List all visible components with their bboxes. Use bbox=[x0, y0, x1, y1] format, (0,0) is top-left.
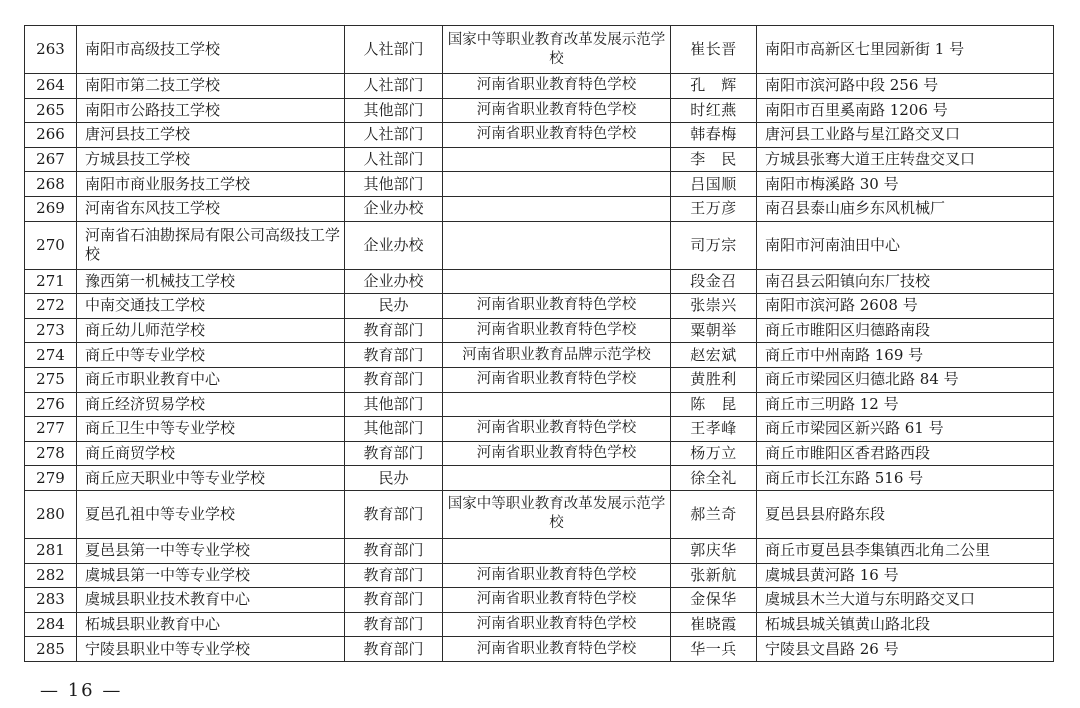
address-cell: 商丘市睢阳区香君路西段 bbox=[757, 441, 1054, 466]
address-cell: 南阳市梅溪路 30 号 bbox=[757, 172, 1054, 197]
row-number-cell: 265 bbox=[25, 98, 77, 123]
principal-cell: 杨万立 bbox=[671, 441, 757, 466]
address-cell: 商丘市长江东路 516 号 bbox=[757, 466, 1054, 491]
honor-cell: 国家中等职业教育改革发展示范学校 bbox=[443, 490, 671, 538]
address-cell: 南阳市河南油田中心 bbox=[757, 221, 1054, 269]
department-cell: 民办 bbox=[345, 294, 443, 319]
principal-cell: 王万彦 bbox=[671, 196, 757, 221]
page-number: — 16 — bbox=[40, 680, 123, 701]
principal-cell: 崔晓霞 bbox=[671, 612, 757, 637]
honor-cell: 河南省职业教育特色学校 bbox=[443, 123, 671, 148]
table-row bbox=[25, 588, 1054, 613]
honor-cell: 河南省职业教育特色学校 bbox=[443, 318, 671, 343]
row-number-cell: 275 bbox=[25, 367, 77, 392]
principal-cell: 司万宗 bbox=[671, 221, 757, 269]
school-name-cell: 南阳市公路技工学校 bbox=[77, 98, 345, 123]
address-cell: 夏邑县县府路东段 bbox=[757, 490, 1054, 538]
department-cell: 教育部门 bbox=[345, 637, 443, 662]
table-row bbox=[25, 172, 1054, 197]
address-cell: 商丘市中州南路 169 号 bbox=[757, 343, 1054, 368]
row-number-cell: 284 bbox=[25, 612, 77, 637]
address-cell: 商丘市睢阳区归德路南段 bbox=[757, 318, 1054, 343]
address-cell: 南阳市高新区七里园新街 1 号 bbox=[757, 26, 1054, 74]
school-name-cell: 南阳市商业服务技工学校 bbox=[77, 172, 345, 197]
table-row bbox=[25, 612, 1054, 637]
school-name-cell: 商丘卫生中等专业学校 bbox=[77, 417, 345, 442]
row-number-cell: 268 bbox=[25, 172, 77, 197]
school-name-cell: 商丘市职业教育中心 bbox=[77, 367, 345, 392]
row-number-cell: 278 bbox=[25, 441, 77, 466]
department-cell: 企业办校 bbox=[345, 221, 443, 269]
principal-cell: 粟朝举 bbox=[671, 318, 757, 343]
department-cell: 教育部门 bbox=[345, 343, 443, 368]
school-name-cell: 商丘中等专业学校 bbox=[77, 343, 345, 368]
honor-cell: 河南省职业教育特色学校 bbox=[443, 367, 671, 392]
school-name-cell: 方城县技工学校 bbox=[77, 147, 345, 172]
honor-cell: 河南省职业教育特色学校 bbox=[443, 637, 671, 662]
row-number-cell: 281 bbox=[25, 538, 77, 563]
department-cell: 其他部门 bbox=[345, 172, 443, 197]
honor-cell: 河南省职业教育特色学校 bbox=[443, 98, 671, 123]
table-row bbox=[25, 221, 1054, 269]
principal-cell: 张崇兴 bbox=[671, 294, 757, 319]
honor-cell: 河南省职业教育特色学校 bbox=[443, 417, 671, 442]
department-cell: 教育部门 bbox=[345, 538, 443, 563]
address-cell: 商丘市梁园区归德北路 84 号 bbox=[757, 367, 1054, 392]
table-row bbox=[25, 98, 1054, 123]
address-cell: 虞城县黄河路 16 号 bbox=[757, 563, 1054, 588]
principal-cell: 徐全礼 bbox=[671, 466, 757, 491]
table-row bbox=[25, 196, 1054, 221]
honor-cell bbox=[443, 392, 671, 417]
table-body bbox=[25, 26, 1054, 662]
principal-cell: 李 民 bbox=[671, 147, 757, 172]
principal-cell: 张新航 bbox=[671, 563, 757, 588]
school-name-cell: 豫西第一机械技工学校 bbox=[77, 269, 345, 294]
row-number-cell: 280 bbox=[25, 490, 77, 538]
table-row bbox=[25, 269, 1054, 294]
row-number-cell: 272 bbox=[25, 294, 77, 319]
department-cell: 人社部门 bbox=[345, 147, 443, 172]
honor-cell: 河南省职业教育特色学校 bbox=[443, 294, 671, 319]
department-cell: 教育部门 bbox=[345, 490, 443, 538]
honor-cell bbox=[443, 172, 671, 197]
address-cell: 南阳市滨河路中段 256 号 bbox=[757, 74, 1054, 99]
row-number-cell: 264 bbox=[25, 74, 77, 99]
department-cell: 人社部门 bbox=[345, 26, 443, 74]
principal-cell: 时红燕 bbox=[671, 98, 757, 123]
table-row bbox=[25, 367, 1054, 392]
principal-cell: 吕国顺 bbox=[671, 172, 757, 197]
principal-cell: 陈 昆 bbox=[671, 392, 757, 417]
row-number-cell: 276 bbox=[25, 392, 77, 417]
department-cell: 企业办校 bbox=[345, 269, 443, 294]
honor-cell: 河南省职业教育特色学校 bbox=[443, 74, 671, 99]
table-row bbox=[25, 123, 1054, 148]
school-name-cell: 虞城县第一中等专业学校 bbox=[77, 563, 345, 588]
row-number-cell: 282 bbox=[25, 563, 77, 588]
table-row bbox=[25, 637, 1054, 662]
address-cell: 南召县泰山庙乡东风机械厂 bbox=[757, 196, 1054, 221]
table-row bbox=[25, 417, 1054, 442]
department-cell: 其他部门 bbox=[345, 392, 443, 417]
address-cell: 唐河县工业路与星江路交叉口 bbox=[757, 123, 1054, 148]
address-cell: 宁陵县文昌路 26 号 bbox=[757, 637, 1054, 662]
honor-cell bbox=[443, 269, 671, 294]
principal-cell: 崔长晋 bbox=[671, 26, 757, 74]
row-number-cell: 277 bbox=[25, 417, 77, 442]
schools-table bbox=[24, 25, 1054, 662]
table-row bbox=[25, 538, 1054, 563]
row-number-cell: 285 bbox=[25, 637, 77, 662]
honor-cell: 河南省职业教育特色学校 bbox=[443, 563, 671, 588]
department-cell: 教育部门 bbox=[345, 563, 443, 588]
department-cell: 教育部门 bbox=[345, 588, 443, 613]
row-number-cell: 271 bbox=[25, 269, 77, 294]
row-number-cell: 263 bbox=[25, 26, 77, 74]
table-row bbox=[25, 147, 1054, 172]
row-number-cell: 274 bbox=[25, 343, 77, 368]
address-cell: 虞城县木兰大道与东明路交叉口 bbox=[757, 588, 1054, 613]
principal-cell: 金保华 bbox=[671, 588, 757, 613]
department-cell: 教育部门 bbox=[345, 367, 443, 392]
school-name-cell: 唐河县技工学校 bbox=[77, 123, 345, 148]
table-row bbox=[25, 343, 1054, 368]
principal-cell: 王孝峰 bbox=[671, 417, 757, 442]
department-cell: 人社部门 bbox=[345, 123, 443, 148]
table-row bbox=[25, 441, 1054, 466]
table-row bbox=[25, 26, 1054, 74]
principal-cell: 赵宏斌 bbox=[671, 343, 757, 368]
table-row bbox=[25, 74, 1054, 99]
honor-cell: 河南省职业教育品牌示范学校 bbox=[443, 343, 671, 368]
department-cell: 人社部门 bbox=[345, 74, 443, 99]
table-row bbox=[25, 490, 1054, 538]
address-cell: 方城县张骞大道王庄转盘交叉口 bbox=[757, 147, 1054, 172]
principal-cell: 郝兰奇 bbox=[671, 490, 757, 538]
department-cell: 教育部门 bbox=[345, 441, 443, 466]
table-row bbox=[25, 392, 1054, 417]
school-name-cell: 商丘经济贸易学校 bbox=[77, 392, 345, 417]
department-cell: 民办 bbox=[345, 466, 443, 491]
principal-cell: 孔 辉 bbox=[671, 74, 757, 99]
school-name-cell: 南阳市高级技工学校 bbox=[77, 26, 345, 74]
school-name-cell: 宁陵县职业中等专业学校 bbox=[77, 637, 345, 662]
principal-cell: 郭庆华 bbox=[671, 538, 757, 563]
address-cell: 商丘市梁园区新兴路 61 号 bbox=[757, 417, 1054, 442]
department-cell: 教育部门 bbox=[345, 612, 443, 637]
school-name-cell: 虞城县职业技术教育中心 bbox=[77, 588, 345, 613]
school-name-cell: 商丘商贸学校 bbox=[77, 441, 345, 466]
row-number-cell: 279 bbox=[25, 466, 77, 491]
table-row bbox=[25, 563, 1054, 588]
table-row bbox=[25, 318, 1054, 343]
row-number-cell: 266 bbox=[25, 123, 77, 148]
principal-cell: 华一兵 bbox=[671, 637, 757, 662]
principal-cell: 韩春梅 bbox=[671, 123, 757, 148]
department-cell: 企业办校 bbox=[345, 196, 443, 221]
school-name-cell: 河南省石油勘探局有限公司高级技工学校 bbox=[77, 221, 345, 269]
address-cell: 商丘市夏邑县李集镇西北角二公里 bbox=[757, 538, 1054, 563]
address-cell: 南阳市百里奚南路 1206 号 bbox=[757, 98, 1054, 123]
school-name-cell: 夏邑县第一中等专业学校 bbox=[77, 538, 345, 563]
department-cell: 其他部门 bbox=[345, 98, 443, 123]
school-name-cell: 中南交通技工学校 bbox=[77, 294, 345, 319]
honor-cell bbox=[443, 147, 671, 172]
principal-cell: 段金召 bbox=[671, 269, 757, 294]
department-cell: 其他部门 bbox=[345, 417, 443, 442]
address-cell: 南阳市滨河路 2608 号 bbox=[757, 294, 1054, 319]
honor-cell: 河南省职业教育特色学校 bbox=[443, 612, 671, 637]
honor-cell bbox=[443, 221, 671, 269]
address-cell: 商丘市三明路 12 号 bbox=[757, 392, 1054, 417]
honor-cell bbox=[443, 538, 671, 563]
school-name-cell: 南阳市第二技工学校 bbox=[77, 74, 345, 99]
honor-cell bbox=[443, 196, 671, 221]
row-number-cell: 270 bbox=[25, 221, 77, 269]
principal-cell: 黄胜利 bbox=[671, 367, 757, 392]
honor-cell: 河南省职业教育特色学校 bbox=[443, 441, 671, 466]
row-number-cell: 283 bbox=[25, 588, 77, 613]
row-number-cell: 269 bbox=[25, 196, 77, 221]
school-name-cell: 河南省东风技工学校 bbox=[77, 196, 345, 221]
table-row bbox=[25, 294, 1054, 319]
honor-cell: 河南省职业教育特色学校 bbox=[443, 588, 671, 613]
honor-cell bbox=[443, 466, 671, 491]
table-row bbox=[25, 466, 1054, 491]
department-cell: 教育部门 bbox=[345, 318, 443, 343]
school-name-cell: 商丘幼儿师范学校 bbox=[77, 318, 345, 343]
address-cell: 南召县云阳镇向东厂技校 bbox=[757, 269, 1054, 294]
school-name-cell: 夏邑孔祖中等专业学校 bbox=[77, 490, 345, 538]
school-name-cell: 柘城县职业教育中心 bbox=[77, 612, 345, 637]
honor-cell: 国家中等职业教育改革发展示范学校 bbox=[443, 26, 671, 74]
row-number-cell: 267 bbox=[25, 147, 77, 172]
row-number-cell: 273 bbox=[25, 318, 77, 343]
address-cell: 柘城县城关镇黄山路北段 bbox=[757, 612, 1054, 637]
school-name-cell: 商丘应天职业中等专业学校 bbox=[77, 466, 345, 491]
